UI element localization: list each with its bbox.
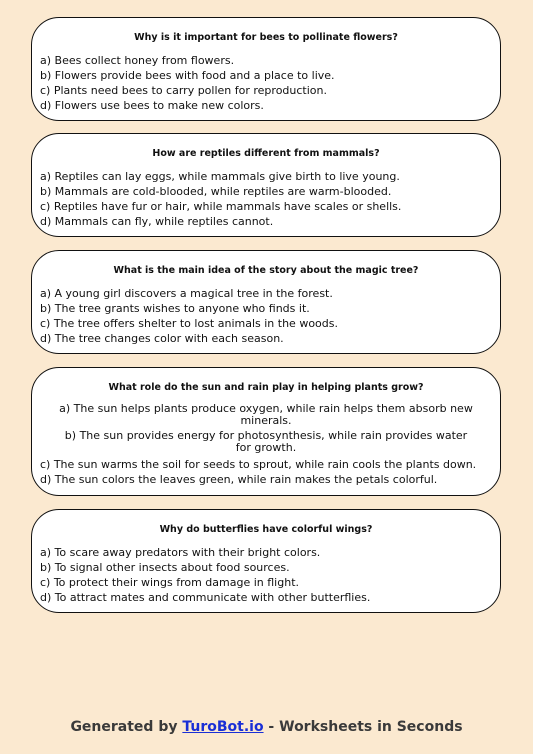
option-list: [32, 403, 500, 487]
option-a: a) The sun helps plants produce oxygen, while rain helps them absorb new minerals.: [59, 402, 473, 427]
option-a: a) A young girl discovers a magical tree in the forest.: [40, 287, 333, 300]
option-list: [32, 545, 500, 605]
option-d: d) To attract mates and communicate with other butterflies.: [40, 591, 371, 604]
option-a: a) To scare away predators with their bright colors.: [40, 546, 321, 559]
option-c: c) The tree offers shelter to lost animals in the woods.: [40, 317, 338, 330]
option-b: b) To signal other insects about food sources.: [40, 561, 290, 574]
option-list: [32, 286, 500, 346]
option-b: b) Flowers provide bees with food and a place to live.: [40, 69, 335, 82]
option-c: c) To protect their wings from damage in flight.: [40, 576, 299, 589]
question-card-3: [31, 250, 501, 354]
question-card-1: [31, 17, 501, 121]
option-c: c) The sun warms the soil for seeds to sprout, while rain cools the plants down.: [40, 458, 477, 471]
option-a: a) Reptiles can lay eggs, while mammals give birth to live young.: [40, 170, 400, 183]
footer: [0, 719, 533, 735]
option-d: d) Mammals can fly, while reptiles cannot.: [40, 215, 274, 228]
question-title: Why is it important for bees to pollinate flowers?: [134, 32, 398, 43]
question-title: What is the main idea of the story about the magic tree?: [113, 265, 419, 276]
footer-prefix: Generated by: [70, 719, 183, 735]
turobot-link[interactable]: TuroBot.io: [182, 719, 264, 735]
question-card-5: [31, 509, 501, 613]
option-a: a) Bees collect honey from flowers.: [40, 54, 235, 67]
option-d: d) The sun colors the leaves green, while rain makes the petals colorful.: [40, 473, 438, 486]
question-title: Why do butterflies have colorful wings?: [159, 524, 373, 535]
option-b: b) The tree grants wishes to anyone who finds it.: [40, 302, 310, 315]
option-d: d) The tree changes color with each season.: [40, 332, 284, 345]
option-c: c) Plants need bees to carry pollen for reproduction.: [40, 84, 327, 97]
option-b: b) The sun provides energy for photosynthesis, while rain provides water for growth.: [64, 429, 468, 454]
option-list: [32, 53, 500, 113]
question-card-4: [31, 367, 501, 496]
question-title: What role do the sun and rain play in helping plants grow?: [108, 382, 424, 393]
option-list: [32, 169, 500, 229]
footer-suffix: - Worksheets in Seconds: [263, 719, 463, 735]
question-card-2: [31, 133, 501, 237]
option-c: c) Reptiles have fur or hair, while mammals have scales or shells.: [40, 200, 402, 213]
question-title: How are reptiles different from mammals?: [152, 148, 380, 159]
option-d: d) Flowers use bees to make new colors.: [40, 99, 264, 112]
option-b: b) Mammals are cold-blooded, while reptiles are warm-blooded.: [40, 185, 392, 198]
